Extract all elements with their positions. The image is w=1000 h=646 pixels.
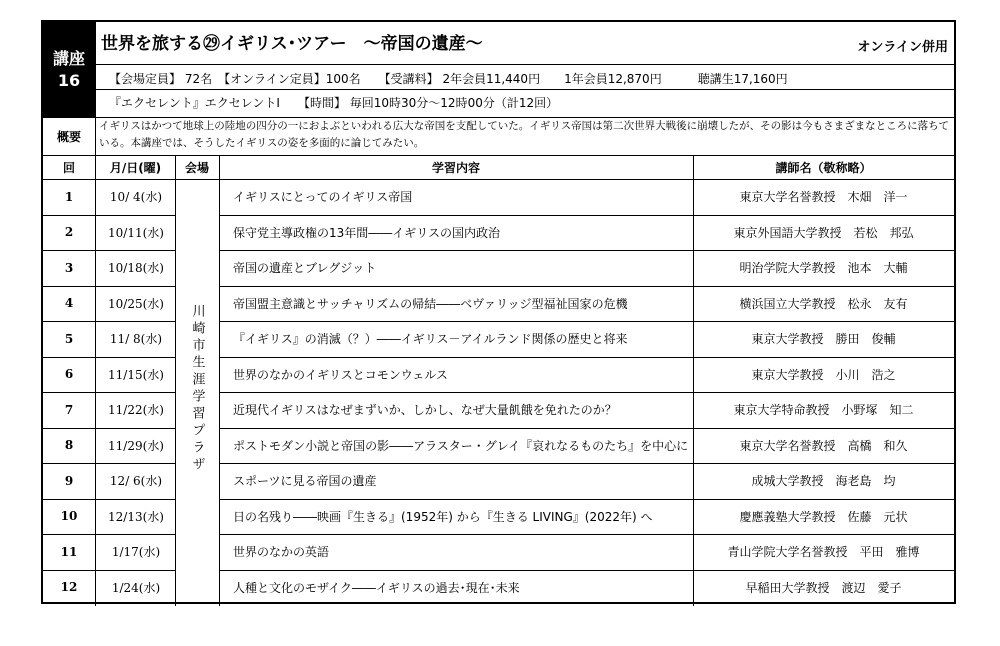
row-topic: 世界のなかのイギリスとコモンウェルス: [233, 367, 448, 382]
row-lecturer: 横浜国立大学教授 松永 友有: [739, 296, 908, 311]
row-date: 10/ 4(水): [109, 190, 163, 205]
course-number-badge: [43, 22, 95, 117]
table-row: [43, 250, 954, 286]
row-date: 10/11(水): [108, 225, 164, 240]
row-lecturer: 東京外国語大学教授 若松 邦弘: [733, 225, 914, 240]
row-divider: [43, 534, 175, 535]
row-number: 2: [64, 225, 74, 240]
row-date: 11/ 8(水): [109, 332, 163, 347]
row-topic: 世界のなかの英語: [233, 545, 330, 560]
row-topic: 近現代イギリスはなぜまずいか、しかし、なぜ大量飢餓を免れたのか？: [233, 403, 617, 418]
row-date: 12/13(水): [108, 509, 164, 524]
row-topic: ポストモダン小説と帝国の影――アラスター・グレイ『哀れなるものたち』を中心に: [233, 438, 689, 453]
venue-name: 川崎市生涯学習プラザ: [189, 304, 205, 474]
header-date: 月/日(曜): [109, 160, 162, 175]
row-date: 1/17(水): [111, 545, 161, 560]
row-date: 11/29(水): [108, 438, 164, 453]
row-lecturer: 東京大学名誉教授 高橋 和久: [739, 438, 908, 453]
row-divider: [43, 357, 175, 358]
course-title: 世界を旅する㉙イギリス･ツアー ～帝国の遺産～: [101, 34, 483, 54]
row-date: 10/18(水): [108, 261, 164, 276]
row-divider: [219, 534, 954, 535]
header-venue: 会場: [184, 160, 209, 175]
row-divider: [219, 215, 954, 216]
table-row: [43, 179, 954, 215]
table-row: [43, 570, 954, 606]
row-number: 8: [64, 438, 74, 453]
row-topic: 日の名残り――映画『生きる』(1952年) から『生きる LIVING』(2022年) へ: [233, 509, 653, 524]
row-lecturer: 成城大学教授 海老島 均: [751, 474, 896, 489]
row-lecturer: 慶應義塾大学教授 佐藤 元状: [739, 509, 908, 524]
row-lecturer: 早稲田大学教授 渡辺 愛子: [745, 580, 902, 595]
row-divider: [43, 499, 175, 500]
row-number: 1: [64, 189, 74, 204]
row-topic: 帝国盟主意識とサッチャリズムの帰結――ベヴァリッジ型福祉国家の危機: [233, 296, 628, 311]
online-tag: オンライン併用: [857, 40, 948, 55]
table-row: [43, 463, 954, 499]
row-number: 4: [64, 296, 74, 311]
row-lecturer: 青山学院大学名誉教授 平田 雅博: [727, 545, 920, 560]
badge-number: 16: [57, 70, 81, 90]
table-row: [43, 357, 954, 393]
table-row: [43, 392, 954, 428]
row-number: 3: [64, 260, 74, 275]
row-lecturer: 明治学院大学教授 池本 大輔: [739, 261, 908, 276]
row-date: 1/24(水): [111, 580, 161, 595]
overview-label: 概要: [56, 129, 81, 144]
header-topic: 学習内容: [431, 160, 480, 175]
table-row: [43, 428, 954, 464]
table-row: [43, 321, 954, 357]
header-lecturer: 講師名（敬称略）: [775, 160, 872, 175]
info-fees-line: 【会場定員】 72名 【オンライン定員】100名 【受講料】 2年会員11,440円 1年会員12,870円 聴講生17,160円: [109, 72, 788, 86]
row-number: 12: [60, 580, 78, 595]
row-divider: [219, 570, 954, 571]
row-divider: [219, 357, 954, 358]
header-num: 回: [62, 160, 75, 175]
row-divider: [219, 250, 954, 251]
row-lecturer: 東京大学名誉教授 木畑 洋一: [739, 190, 908, 205]
row-number: 6: [64, 367, 74, 382]
row-topic: 保守党主導政権の13年間――イギリスの国内政治: [233, 225, 501, 240]
overview-text: イギリスはかつて地球上の陸地の四分の一におよぶといわれる広大な帝国を支配していた。イギリス帝国は第二次世界大戦後に崩壊したが、その影は今もさまざまなところに落ちている。本講座では、そうしたイギリスの姿を多面的に論じてみたい。: [99, 120, 949, 149]
table-row: [43, 215, 954, 251]
row-lecturer: 東京大学教授 小川 浩之: [751, 367, 896, 382]
row-number: 9: [64, 473, 74, 488]
row-divider: [219, 321, 954, 322]
row-date: 10/25(水): [108, 296, 164, 311]
row-lecturer: 東京大学特命教授 小野塚 知二: [733, 403, 914, 418]
row-divider: [219, 463, 954, 464]
row-divider: [219, 428, 954, 429]
row-divider: [43, 215, 175, 216]
row-topic: 人種と文化のモザイク――イギリスの過去･現在･未来: [233, 580, 520, 595]
row-divider: [43, 250, 175, 251]
row-divider: [43, 428, 175, 429]
row-divider: [43, 321, 175, 322]
row-divider: [219, 499, 954, 500]
row-divider: [219, 286, 954, 287]
table-row: [43, 534, 954, 570]
row-date: 11/15(水): [108, 367, 164, 382]
row-number: 7: [64, 402, 74, 417]
row-lecturer: 東京大学教授 勝田 俊輔: [751, 332, 896, 347]
row-number: 10: [60, 509, 78, 524]
row-topic: スポーツに見る帝国の遺産: [233, 474, 377, 489]
badge-label: 講座: [52, 48, 85, 68]
row-divider: [43, 570, 175, 571]
info-time-line: 『エクセレント』エクセレントⅠ 【時間】 毎回10時30分～12時00分（計12回）: [109, 96, 559, 110]
row-date: 12/ 6(水): [109, 474, 163, 489]
row-divider: [43, 392, 175, 393]
row-divider: [219, 392, 954, 393]
row-topic: イギリスにとってのイギリス帝国: [233, 190, 413, 205]
table-row: [43, 286, 954, 322]
row-topic: 帝国の遺産とブレグジット: [233, 261, 377, 276]
row-topic: 『イギリス』の消滅（？）――イギリス－アイルランド関係の歴史と将来: [233, 332, 628, 347]
table-row: [43, 499, 954, 535]
row-divider: [43, 463, 175, 464]
row-divider: [43, 286, 175, 287]
row-number: 11: [60, 544, 78, 559]
row-number: 5: [64, 331, 74, 346]
row-date: 11/22(水): [108, 403, 164, 418]
course-sheet: [41, 20, 956, 604]
